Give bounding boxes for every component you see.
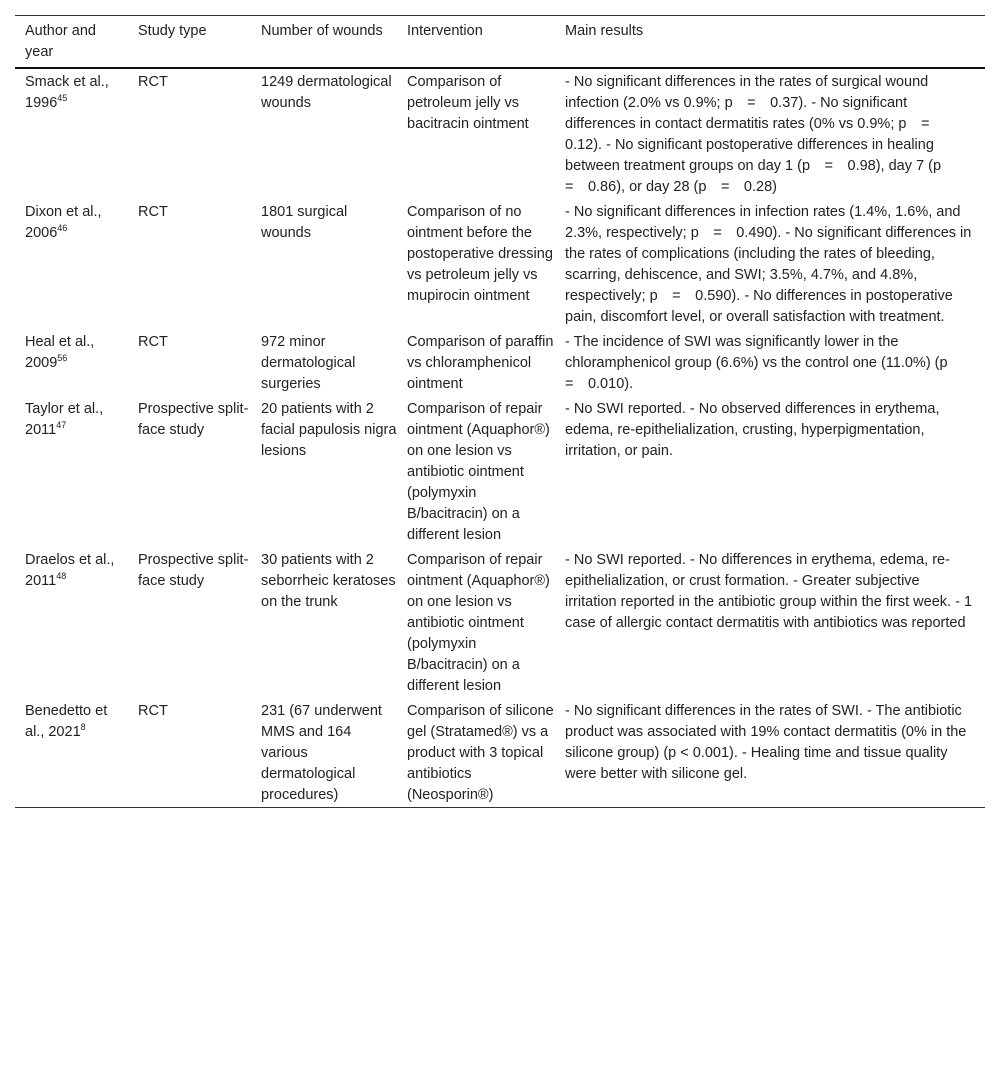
header-author: Author and year <box>25 23 96 60</box>
intervention-cell: Comparison of silicone gel (Stratamed®) vs a product with 3 topical antibiotics (Neosporin®) <box>407 703 554 803</box>
reference-number: 48 <box>56 571 67 582</box>
wounds-cell: 972 minor dermatological surgeries <box>261 334 356 392</box>
reference-number: 8 <box>80 722 86 733</box>
table-row <box>15 68 985 199</box>
header-row <box>15 16 985 69</box>
author-cell <box>15 68 138 199</box>
author-year: Smack et al., 1996 <box>25 74 109 111</box>
author-cell <box>15 329 138 396</box>
author-year: Dixon et al., 2006 <box>25 204 102 241</box>
results-cell: - No significant differences in infection rates (1.4%, 1.6%, and 2.3%, respectively; p = 0.490). - No significant differences in the rates of complications (including the rates of bleeding, scarring, dehiscence, and SWI; 3.5%, 4.7%, and 4.8%, respectively; p = 0.590). - No differences in postoperative pain, discomfort level, or overall satisfaction with treatment. <box>565 204 972 325</box>
intervention-cell: Comparison of no ointment before the postoperative dressing vs petroleum jelly vs mupirocin ointment <box>407 204 553 304</box>
table-row <box>15 396 985 547</box>
study-type-cell: RCT <box>138 74 168 90</box>
header-wounds: Number of wounds <box>261 23 383 39</box>
wounds-cell: 1801 surgical wounds <box>261 204 348 241</box>
study-type-cell: Prospective split-face study <box>138 401 249 438</box>
header-intervention: Intervention <box>407 23 483 39</box>
study-type-cell: RCT <box>138 334 168 350</box>
author-cell <box>15 396 138 547</box>
header-results: Main results <box>565 23 644 39</box>
header-study-type: Study type <box>138 23 207 39</box>
results-cell: - No SWI reported. - No differences in erythema, edema, re-epithelialization, or crust formation. - Greater subjective irritation reported in the antibiotic group within the first week. - 1 case of allergic contact dermatitis with antibiotics was reported <box>565 552 973 631</box>
intervention-cell: Comparison of repair ointment (Aquaphor®) on one lesion vs antibiotic ointment (polymyxin B/bacitracin) on a different lesion <box>407 401 550 543</box>
author-cell <box>15 698 138 808</box>
author-cell <box>15 547 138 698</box>
study-type-cell: Prospective split-face study <box>138 552 249 589</box>
intervention-cell: Comparison of paraffin vs chloramphenicol ointment <box>407 334 554 392</box>
author-year: Draelos et al., 2011 <box>25 552 115 589</box>
study-type-cell: RCT <box>138 703 168 719</box>
reference-number: 56 <box>57 353 68 364</box>
results-cell: - No significant differences in the rates of surgical wound infection (2.0% vs 0.9%; p = 0.37). - No significant differences in contact dermatitis rates (0% vs 0.9%; p = 0.12). - No significant postoperative differences in healing between treatment groups on day 1 (p = 0.98), day 7 (p = 0.86), or day 28 (p = 0.28) <box>565 74 956 195</box>
author-year: Taylor et al., 2011 <box>25 401 104 438</box>
wounds-cell: 231 (67 underwent MMS and 164 various dermatological procedures) <box>261 703 382 803</box>
reference-number: 47 <box>56 420 67 431</box>
wounds-cell: 1249 dermatological wounds <box>261 74 392 111</box>
table-row <box>15 199 985 329</box>
results-cell: - No significant differences in the rates of SWI. - The antibiotic product was associated with 19% contact dermatitis (0% in the silicone group) (p < 0.001). - Healing time and tissue quality were better with silicone gel. <box>565 703 967 782</box>
reference-number: 45 <box>57 93 68 104</box>
reference-number: 46 <box>57 223 68 234</box>
results-cell: - The incidence of SWI was significantly lower in the chloramphenicol group (6.6%) vs the control one (11.0%) (p = 0.010). <box>565 334 963 392</box>
studies-table <box>15 15 985 808</box>
table-row <box>15 329 985 396</box>
table-row <box>15 698 985 808</box>
study-type-cell: RCT <box>138 204 168 220</box>
table-row <box>15 547 985 698</box>
intervention-cell: Comparison of repair ointment (Aquaphor®) on one lesion vs antibiotic ointment (polymyxin B/bacitracin) on a different lesion <box>407 552 550 694</box>
results-cell: - No SWI reported. - No observed differences in erythema, edema, re-epithelialization, crusting, hyperpigmentation, irritation, or pain. <box>565 401 940 459</box>
author-year: Benedetto et al., 2021 <box>25 703 108 740</box>
wounds-cell: 20 patients with 2 facial papulosis nigra lesions <box>261 401 397 459</box>
wounds-cell: 30 patients with 2 seborrheic keratoses on the trunk <box>261 552 396 610</box>
author-cell <box>15 199 138 329</box>
author-year: Heal et al., 2009 <box>25 334 95 371</box>
intervention-cell: Comparison of petroleum jelly vs bacitracin ointment <box>407 74 529 132</box>
